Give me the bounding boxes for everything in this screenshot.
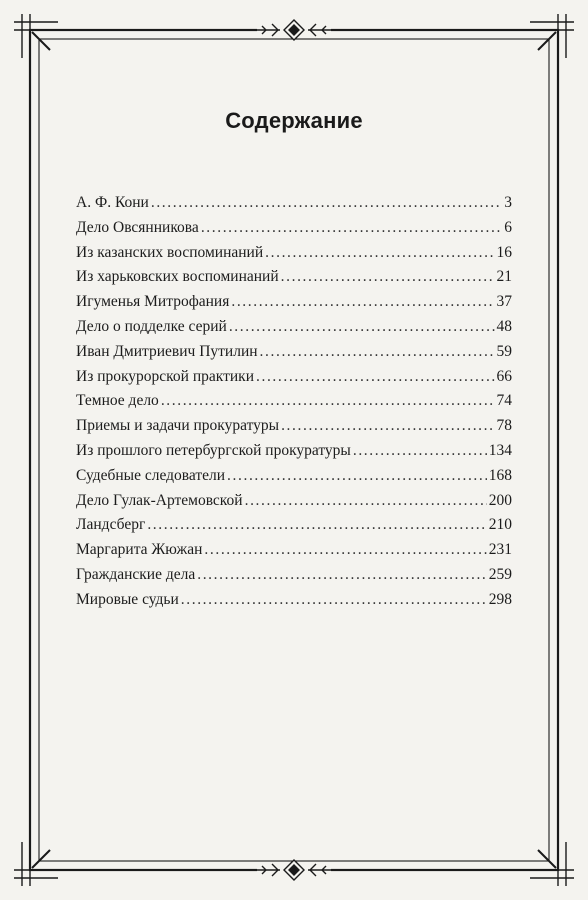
toc-dot-leader xyxy=(161,392,495,410)
toc-entry-page: 200 xyxy=(488,491,512,509)
toc-entry-page: 210 xyxy=(488,516,512,534)
toc-entry-page: 6 xyxy=(504,218,512,236)
toc-entry-title: Из харьковских воспоминаний xyxy=(76,268,279,286)
toc-entry xyxy=(76,417,512,442)
toc-entry-page: 231 xyxy=(488,541,512,559)
toc-dot-leader xyxy=(147,516,486,534)
toc-entry-page: 21 xyxy=(496,268,512,286)
toc-entry-title: Мировые судьи xyxy=(76,590,179,608)
toc-entry xyxy=(76,318,512,343)
toc-entry xyxy=(76,392,512,417)
toc-entry-page: 298 xyxy=(488,590,512,608)
toc-entry-page: 168 xyxy=(488,466,512,484)
toc-dot-leader xyxy=(231,293,494,311)
toc-entry-title: Ландсберг xyxy=(76,516,146,534)
toc-entry-title: Игуменья Митрофания xyxy=(76,293,230,311)
page-title: Содержание xyxy=(225,108,363,133)
toc-dot-leader xyxy=(204,541,486,559)
toc-dot-leader xyxy=(201,219,502,237)
toc-entry-title: Маргарита Жюжан xyxy=(76,541,203,559)
toc-entry xyxy=(76,194,512,219)
toc-entry-title: Дело Гулак-Артемовской xyxy=(76,491,243,509)
toc-entry-page: 259 xyxy=(488,565,512,583)
toc-entry xyxy=(76,293,512,318)
toc-entry xyxy=(76,244,512,269)
toc-dot-leader xyxy=(281,417,494,435)
toc-dot-leader xyxy=(181,591,487,609)
toc-entry-page: 37 xyxy=(496,293,512,311)
diamond-ornament-icon xyxy=(256,20,332,40)
toc-dot-leader xyxy=(281,268,495,286)
toc-dot-leader xyxy=(197,566,487,584)
toc-entry-title: Из прокурорской практики xyxy=(76,367,254,385)
toc-dot-leader xyxy=(265,244,494,262)
toc-entry xyxy=(76,343,512,368)
toc-entry-title: Приемы и задачи прокуратуры xyxy=(76,417,280,435)
toc-dot-leader xyxy=(260,343,495,361)
toc-entry-page: 59 xyxy=(496,342,512,360)
toc-dot-leader xyxy=(245,492,487,510)
toc-entry xyxy=(76,566,512,591)
toc-entry-page: 78 xyxy=(496,417,512,435)
toc-entry-title: А. Ф. Кони xyxy=(76,194,149,211)
toc-entry xyxy=(76,442,512,467)
toc-entry xyxy=(76,467,512,492)
toc-entry-title: Гражданские дела xyxy=(76,565,196,583)
toc-dot-leader xyxy=(227,467,487,485)
toc-entry xyxy=(76,591,512,616)
diamond-ornament-icon xyxy=(256,860,332,880)
toc-entry-page: 134 xyxy=(488,441,512,459)
toc-entry-title: Дело Овсянникова xyxy=(76,218,199,236)
toc-entry xyxy=(76,492,512,517)
toc-entry-title: Из казанских воспоминаний xyxy=(76,243,264,261)
toc-entry-page: 48 xyxy=(496,317,512,335)
toc-entry-title: Иван Дмитриевич Путилин xyxy=(76,342,258,360)
toc-entry xyxy=(76,268,512,293)
toc-entry-title: Судебные следователи xyxy=(76,466,226,484)
toc-entry-title: Дело о подделке серий xyxy=(76,317,227,335)
toc-entry-title: Из прошлого петербургской прокуратуры xyxy=(76,441,351,459)
toc-entry-page: 66 xyxy=(496,367,512,385)
table-of-contents xyxy=(76,194,512,616)
toc-entry-page: 3 xyxy=(504,194,512,211)
toc-dot-leader xyxy=(229,318,495,336)
toc-dot-leader xyxy=(256,368,495,386)
toc-entry xyxy=(76,516,512,541)
toc-entry xyxy=(76,541,512,566)
toc-entry-page: 74 xyxy=(496,392,512,410)
toc-dot-leader xyxy=(151,194,502,212)
toc-dot-leader xyxy=(353,442,487,460)
toc-entry xyxy=(76,368,512,393)
toc-entry xyxy=(76,219,512,244)
toc-entry-page: 16 xyxy=(496,243,512,261)
toc-entry-title: Темное дело xyxy=(76,392,159,410)
